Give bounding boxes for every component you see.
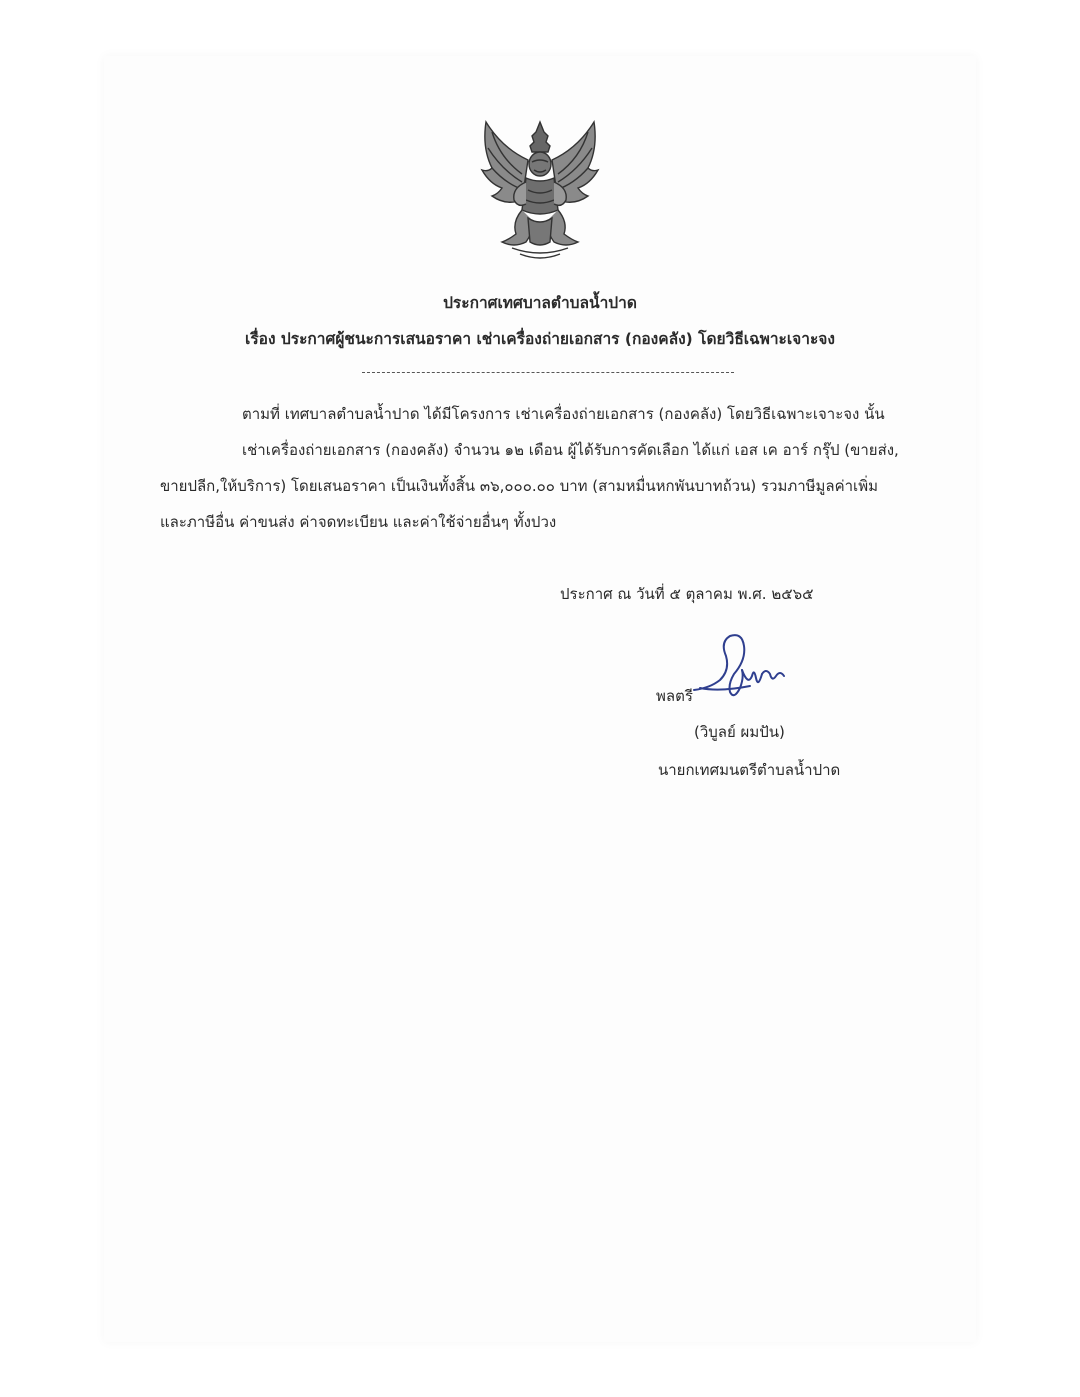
body-line-4: และภาษีอื่น ค่าขนส่ง ค่าจดทะเบียน และค่าใช้จ่ายอื่นๆ ทั้งปวง [160,513,557,531]
separator-line [362,372,734,373]
body-line-1: ตามที่ เทศบาลตำบลน้ำปาด ได้มีโครงการ เช่าเครื่องถ่ายเอกสาร (กองคลัง) โดยวิธีเฉพาะเจาะจง นั้น [242,405,885,423]
signer-rank: พลตรี [656,687,693,705]
signer-position: นายกเทศมนตรีตำบลน้ำปาด [658,761,841,779]
signer-name: (วิบูลย์ ผมปัน) [694,723,785,741]
body-line-3: ขายปลีก,ให้บริการ) โดยเสนอราคา เป็นเงินทั้งสิ้น ๓๖,๐๐๐.๐๐ บาท (สามหมื่นหกพันบาทถ้วน) รวมภาษีมูลค่าเพิ่ม [160,477,878,495]
announcement-subject: เรื่อง ประกาศผู้ชนะการเสนอราคา เช่าเครื่องถ่ายเอกสาร (กองคลัง) โดยวิธีเฉพาะเจาะจง [245,330,835,348]
handwritten-signature [690,630,790,702]
announcement-date: ประกาศ ณ วันที่ ๕ ตุลาคม พ.ศ. ๒๕๖๕ [560,585,814,603]
announcement-heading: ประกาศเทศบาลตำบลน้ำปาด [443,294,637,312]
garuda-emblem-icon [472,118,608,264]
body-line-2: เช่าเครื่องถ่ายเอกสาร (กองคลัง) จำนวน ๑๒ เดือน ผู้ได้รับการคัดเลือก ได้แก่ เอส เค อาร์ กรุ๊ป (ขายส่ง, [242,441,899,459]
